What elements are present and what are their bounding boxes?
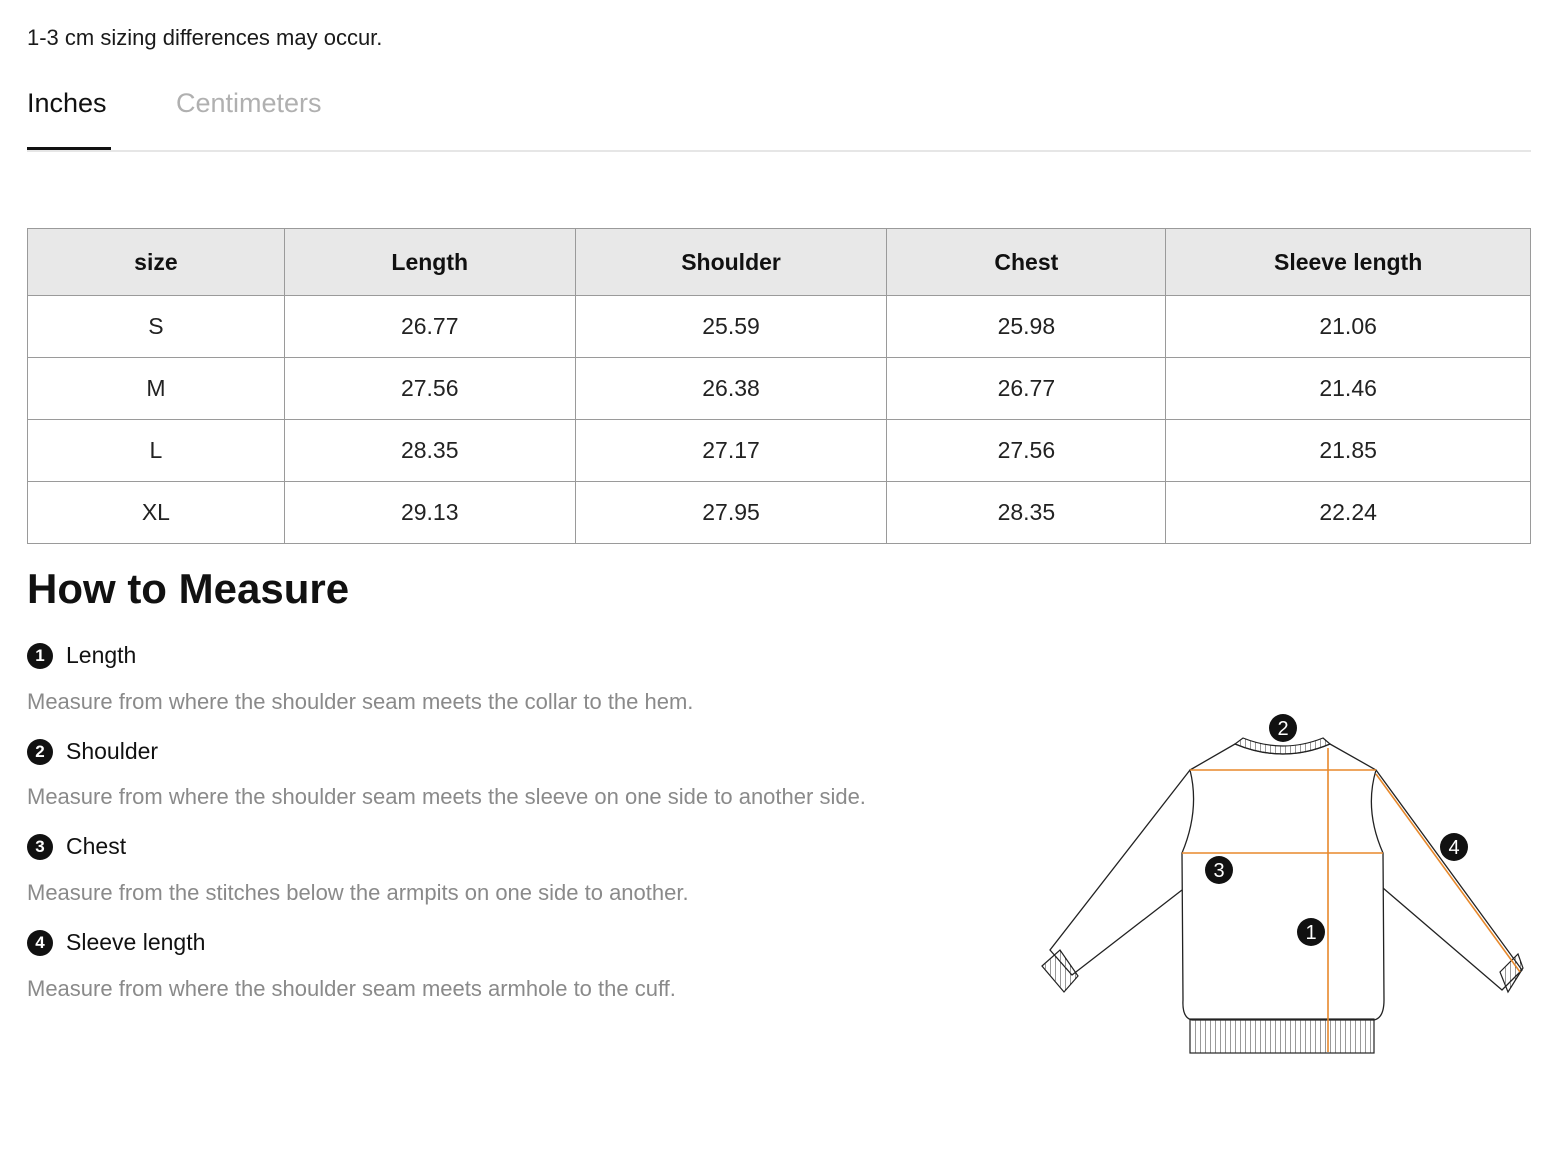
step-1-badge: 1 (27, 643, 53, 669)
step-description: Measure from where the shoulder seam meets the collar to the hem. (27, 689, 694, 714)
step-sleeve-length (27, 929, 205, 956)
cell-shoulder: 25.59 (575, 296, 887, 358)
step-title: Sleeve length (66, 929, 206, 955)
table-header-row (28, 229, 1531, 296)
cell-chest: 26.77 (887, 358, 1166, 420)
step-title: Shoulder (66, 738, 159, 764)
cell-length: 26.77 (284, 296, 575, 358)
marker-4-label: 4 (1448, 837, 1460, 859)
table-row (28, 420, 1531, 482)
cell-length: 29.13 (284, 482, 575, 544)
size-table (27, 228, 1531, 544)
marker-2 (1269, 714, 1297, 742)
hem-rib (1190, 1019, 1374, 1053)
step-description: Measure from where the shoulder seam meets the sleeve on one side to another side. (27, 784, 866, 809)
header-sleeve-length: Sleeve length (1166, 229, 1531, 296)
sweater-diagram (1030, 700, 1530, 1060)
cell-sleeve-length: 22.24 (1166, 482, 1531, 544)
marker-3 (1205, 856, 1233, 884)
step-2-badge: 2 (27, 739, 53, 765)
step-3-badge: 3 (27, 834, 53, 860)
table-row (28, 296, 1531, 358)
step-shoulder (27, 738, 158, 765)
cell-shoulder: 27.95 (575, 482, 887, 544)
step-title: Length (66, 642, 137, 668)
step-4-badge: 4 (27, 930, 53, 956)
marker-1-label: 1 (1305, 922, 1317, 944)
step-chest (27, 833, 126, 860)
cell-size: XL (28, 482, 285, 544)
cell-length: 28.35 (284, 420, 575, 482)
cell-sleeve-length: 21.06 (1166, 296, 1531, 358)
marker-2-label: 2 (1277, 718, 1289, 740)
cell-shoulder: 26.38 (575, 358, 887, 420)
left-sleeve (1050, 770, 1190, 975)
cell-sleeve-length: 21.46 (1166, 358, 1531, 420)
step-title: Chest (66, 833, 127, 859)
cell-chest: 27.56 (887, 420, 1166, 482)
cell-chest: 25.98 (887, 296, 1166, 358)
table-row (28, 482, 1531, 544)
unit-tabs (27, 84, 1531, 152)
step-description: Measure from the stitches below the armpits on one side to another. (27, 880, 689, 905)
table-row (28, 358, 1531, 420)
step-description: Measure from where the shoulder seam meets armhole to the cuff. (27, 976, 676, 1001)
cell-length: 27.56 (284, 358, 575, 420)
cell-size: S (28, 296, 285, 358)
cell-size: L (28, 420, 285, 482)
cell-size: M (28, 358, 285, 420)
tab-inches[interactable]: Inches (27, 88, 107, 118)
active-tab-indicator (27, 147, 111, 150)
header-length: Length (284, 229, 575, 296)
header-chest: Chest (887, 229, 1166, 296)
cell-shoulder: 27.17 (575, 420, 887, 482)
cell-sleeve-length: 21.85 (1166, 420, 1531, 482)
cell-chest: 28.35 (887, 482, 1166, 544)
step-length (27, 642, 136, 669)
how-to-measure-title: How to Measure (27, 565, 350, 612)
marker-3-label: 3 (1213, 860, 1225, 882)
sizing-note: 1-3 cm sizing differences may occur. (27, 25, 383, 50)
marker-4 (1440, 833, 1468, 861)
header-size: size (28, 229, 285, 296)
header-shoulder: Shoulder (575, 229, 887, 296)
tab-centimeters[interactable]: Centimeters (176, 88, 322, 118)
marker-1 (1297, 918, 1325, 946)
